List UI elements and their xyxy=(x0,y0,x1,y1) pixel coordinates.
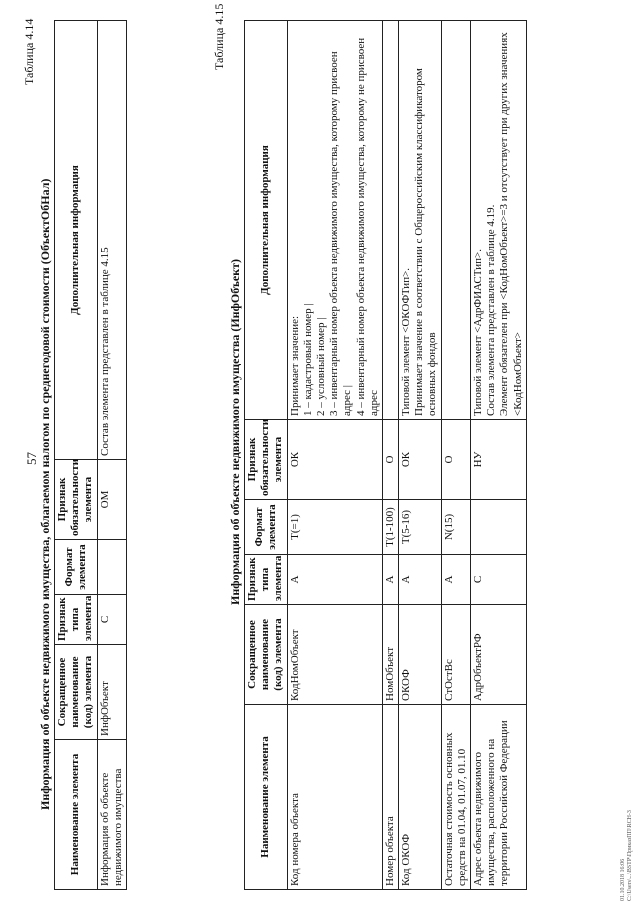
table-14 xyxy=(54,20,127,890)
table-row xyxy=(441,21,470,890)
table-cell: Код номера объекта xyxy=(287,705,382,890)
table-cell: ОМ xyxy=(97,460,126,540)
table-cell xyxy=(441,21,470,420)
table-cell: Номер объекта xyxy=(382,705,398,890)
table-row xyxy=(471,21,527,890)
table-header-row xyxy=(55,21,98,890)
footer-print-info xyxy=(620,810,634,901)
table-cell: Типовой элемент <ОКОФТип>. Принимает значение в соответствии с Общероссийским классификатором основных фондов xyxy=(399,21,442,420)
table-cell: Остаточная стоимость основных средств на 01.04, 01.07, 01.10 xyxy=(441,705,470,890)
table-cell: АдрОбъектРФ xyxy=(471,605,527,705)
column-header: Сокращенное наименование (код) элемента xyxy=(55,645,98,740)
table-cell: Код ОКОФ xyxy=(399,705,442,890)
table-cell: ОК xyxy=(399,420,442,500)
table-cell: КодНомОбъект xyxy=(287,605,382,705)
table-cell: А xyxy=(399,555,442,605)
column-header: Наименование элемента xyxy=(55,740,98,890)
table-15 xyxy=(244,20,527,890)
column-header: Признак типа элемента xyxy=(55,595,98,645)
table-cell: А xyxy=(441,555,470,605)
table-cell: СтОстВс xyxy=(441,605,470,705)
table-cell: Т(=1) xyxy=(287,500,382,555)
page-number: 57 xyxy=(24,452,39,465)
table-cell: Информация об объекте недвижимого имущества xyxy=(97,740,126,890)
column-header: Сокращенное наименование (код) элемента xyxy=(245,605,288,705)
table-cell xyxy=(471,500,527,555)
column-header: Дополнительная информация xyxy=(55,21,98,460)
table-cell: НомОбъект xyxy=(382,605,398,705)
table-header-row xyxy=(245,21,288,890)
table-cell: А xyxy=(287,555,382,605)
table-cell xyxy=(97,540,126,595)
table-cell: О xyxy=(382,420,398,500)
table-row xyxy=(399,21,442,890)
column-header: Признак типа элемента xyxy=(245,555,288,605)
column-header: Дополнительная информация xyxy=(245,21,288,420)
table-row xyxy=(287,21,382,890)
table-cell: N(15) xyxy=(441,500,470,555)
table-cell: Принимает значение: 1 – кадастровый номер | 2 – условный номер | 3 – инвентарный номер объекта недвижимого имущества, которому присвоен адрес | 4 – инвентарный номер объекта недвижимого имущества, которому не присвоен адрес xyxy=(287,21,382,420)
table-15-label: Таблица 4.15 xyxy=(212,3,226,70)
table-cell: ОКОФ xyxy=(399,605,442,705)
table-cell: ИнфОбъект xyxy=(97,645,126,740)
table-cell: НУ xyxy=(471,420,527,500)
table-cell: ОК xyxy=(287,420,382,500)
footer-line: C:\Users\...\BSTP\ПриказПП\RCH-3 xyxy=(627,810,634,901)
table-14-caption: Информация об объекте недвижимого имущества, облагаемом налогом по среднегодовой стоимости (ОбъектОбНал) xyxy=(38,178,52,810)
column-header: Формат элемента xyxy=(245,500,288,555)
table-15-caption: Информация об объекте недвижимого имущества (ИнфОбъект) xyxy=(228,258,242,605)
table-cell: Состав элемента представлен в таблице 4.15 xyxy=(97,21,126,460)
table-cell xyxy=(382,21,398,420)
column-header: Формат элемента xyxy=(55,540,98,595)
table-cell: О xyxy=(441,420,470,500)
table-row xyxy=(382,21,398,890)
column-header: Признак обязательности элемента xyxy=(245,420,288,500)
table-cell: С xyxy=(97,595,126,645)
table-cell: Т(1-100) xyxy=(382,500,398,555)
table-row xyxy=(97,21,126,890)
footer-line: 01.10.2018 16:06 xyxy=(620,858,626,901)
table-cell: А xyxy=(382,555,398,605)
table-cell: Типовой элемент <АдрФИАСТип>. Состав элемента представлен в таблице 4.19. Элемент обязателен при <КодНомОбъект>=3 и отсутствует при других значениях <КодНомОбъект> xyxy=(471,21,527,420)
column-header: Признак обязательности элемента xyxy=(55,460,98,540)
table-14-label: Таблица 4.14 xyxy=(22,18,36,85)
table-cell: Адрес объекта недвижимого имущества, расположенного на территории Российской Федерации xyxy=(471,705,527,890)
column-header: Наименование элемента xyxy=(245,705,288,890)
table-cell: С xyxy=(471,555,527,605)
table-cell: Т(5-16) xyxy=(399,500,442,555)
